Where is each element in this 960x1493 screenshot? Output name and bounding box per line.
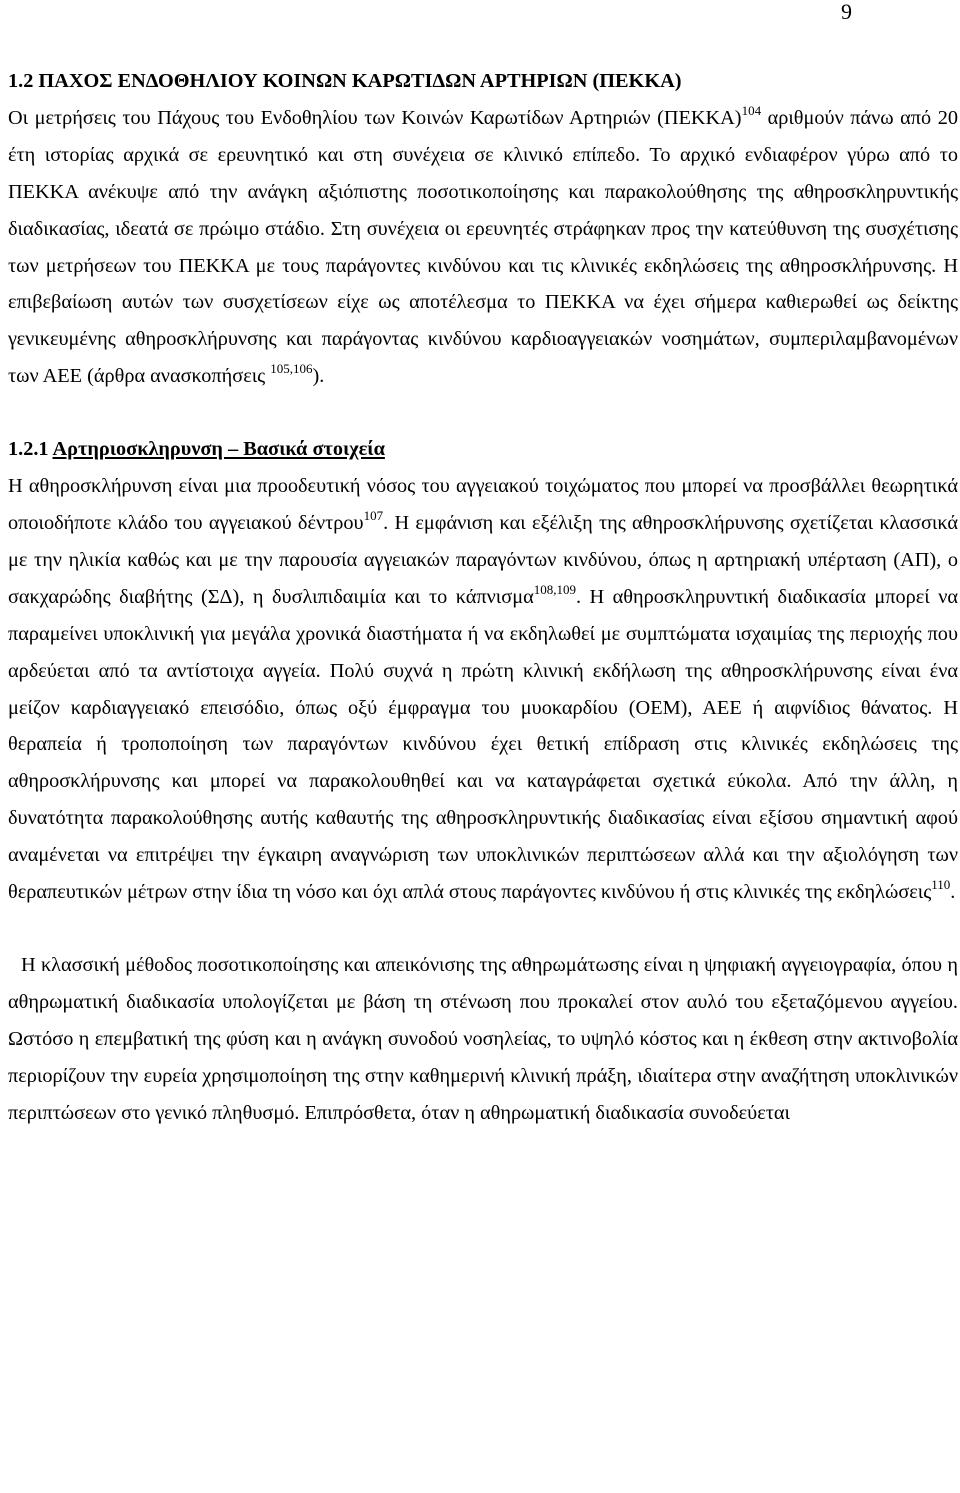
paragraph-text: αριθμούν πάνω από 20 έτη ιστορίας αρχικά σε ερευνητικό και στη συνέχεια σε κλινικό επίπεδο. Το αρχικό ενδιαφέρον γύρω από το ΠΕΚΚΑ ανέκυψε από την ανάγκη αξιόπιστης ποσοτικοποίησης και παρακολούθησης της αθηροσκληρυντικής διαδικασίας, ιδεατά σε πρώιμο στάδιο. Στη συνέχεια οι ερευνητές στράφηκαν προς την κατεύθυνση της συσχέτισης των μετρήσεων του ΠΕΚΚΑ με τους παράγοντες κινδύνου και τις κλινικές εκδηλώσεις της αθηροσκλήρυνσης. Η επιβεβαίωση αυτών των συσχετίσεων είχε ως αποτέλεσμα το ΠΕΚΚΑ να έχει σήμερα καθιερωθεί ως δείκτης γενικευμένης αθηροσκλήρυνσης και παράγοντας κινδύνου καρδιοαγγειακών νοσημάτων, συμπεριλαμβανομένων των ΑΕΕ (άρθρα ανασκοπήσεις — [8, 106, 958, 388]
citation-ref: 110 — [931, 877, 951, 893]
document-body — [8, 63, 958, 1131]
paragraph-text: . Η εμφάνιση και εξέλιξη της αθηροσκλήρυνσης σχετίζεται κλασσικά με την ηλικία καθώς και με την παρουσία αγγειακών παραγόντων κινδύνου, όπως η αρτηριακή υπέρταση (ΑΠ), ο σακχαρώδης διαβήτης (ΣΔ), η δυσλιπιδαιμία και το κάπνισμα — [8, 511, 958, 608]
paragraph-text: Οι μετρήσεις του Πάχους του Ενδοθηλίου των Κοινών Καρωτίδων Αρτηριών (ΠΕΚΚΑ) — [8, 106, 742, 129]
paragraph-text: Η αθηροσκλήρυνση είναι μια προοδευτική νόσος του αγγειακού τοιχώματος που μπορεί να προσβάλλει θεωρητικά οποιοδήποτε κλάδο του αγγειακού δέντρου — [8, 475, 958, 534]
paragraph-text: ). — [312, 365, 325, 388]
subsection-number: 1.2.1 — [8, 438, 49, 461]
subsection-name: Αρτηριοσκληρυνση – Βασικά στοιχεία — [52, 438, 385, 461]
section-title: 1.2 ΠΑΧΟΣ ΕΝΔΟΘΗΛΙΟΥ ΚΟΙΝΩΝ ΚΑΡΩΤΙΔΩΝ ΑΡΤΗΡΙΩΝ (ΠΕΚΚΑ) — [8, 70, 682, 92]
subsection-title — [8, 431, 958, 468]
paragraph-text: . — [950, 881, 956, 904]
section-paragraph — [8, 100, 958, 395]
page-number: 9 — [841, 0, 852, 24]
citation-ref: 104 — [741, 102, 762, 118]
subsection-paragraph — [8, 468, 958, 911]
citation-ref: 108,109 — [533, 581, 576, 597]
subsection-paragraph: Η κλασσική μέθοδος ποσοτικοποίησης και απεικόνισης της αθηρωμάτωσης είναι η ψηφιακή αγγειογραφία, όπου η αθηρωματική διαδικασία υπολογίζεται με βάση τη στένωση που προκαλεί στον αυλό του εξεταζόμενου αγγείου. Ωστόσο η επεμβατική της φύση και η ανάγκη συνοδού νοσηλείας, το υψηλό κόστος και η έκθεση στην ακτινοβολία περιορίζουν την ευρεία χρησιμοποίηση της στην καθημερινή κλινική πράξη, ιδιαίτερα στην αναζήτηση υποκλινικών περιπτώσεων στο γενικό πληθυσμό. Επιπρόσθετα, όταν η αθηρωματική διαδικασία συνοδεύεται — [8, 953, 958, 1124]
citation-ref: 105,106 — [270, 361, 313, 377]
citation-ref: 107 — [363, 507, 384, 523]
paragraph-text: . Η αθηροσκληρυντική διαδικασία μπορεί να παραμείνει υποκλινική για μεγάλα χρονικά διαστήματα ή να εκδηλωθεί με συμπτώματα ισχαιμίας της περιοχής που αρδεύεται από τα αντίστοιχα αγγεία. Πολύ συχνά η πρώτη κλινική εκδήλωση της αθηροσκλήρυνσης είναι ένα μείζον καρδιαγγειακό επεισόδιο, όπως οξύ έμφραγμα του μυοκαρδίου (ΟΕΜ), ΑΕΕ ή αιφνίδιος θάνατος. Η θεραπεία ή τροποποίηση των παραγόντων κινδύνου έχει θετική επίδραση στις κλινικές εκδηλώσεις της αθηροσκλήρυνσης και μπορεί να παρακολουθηθεί και να καταγράφεται σχετικά εύκολα. Από την άλλη, η δυνατότητα παρακολούθησης αυτής καθαυτής της αθηροσκληρυντικής διαδικασίας είναι εξίσου σημαντική αφού αναμένεται να επιτρέψει την έγκαιρη αναγνώριση των υποκλινικών περιπτώσεων αλλά και την αξιολόγηση των θεραπευτικών μέτρων στην ίδια τη νόσο και όχι απλά στους παράγοντες κινδύνου ή στις κλινικές της εκδηλώσεις — [8, 585, 958, 904]
